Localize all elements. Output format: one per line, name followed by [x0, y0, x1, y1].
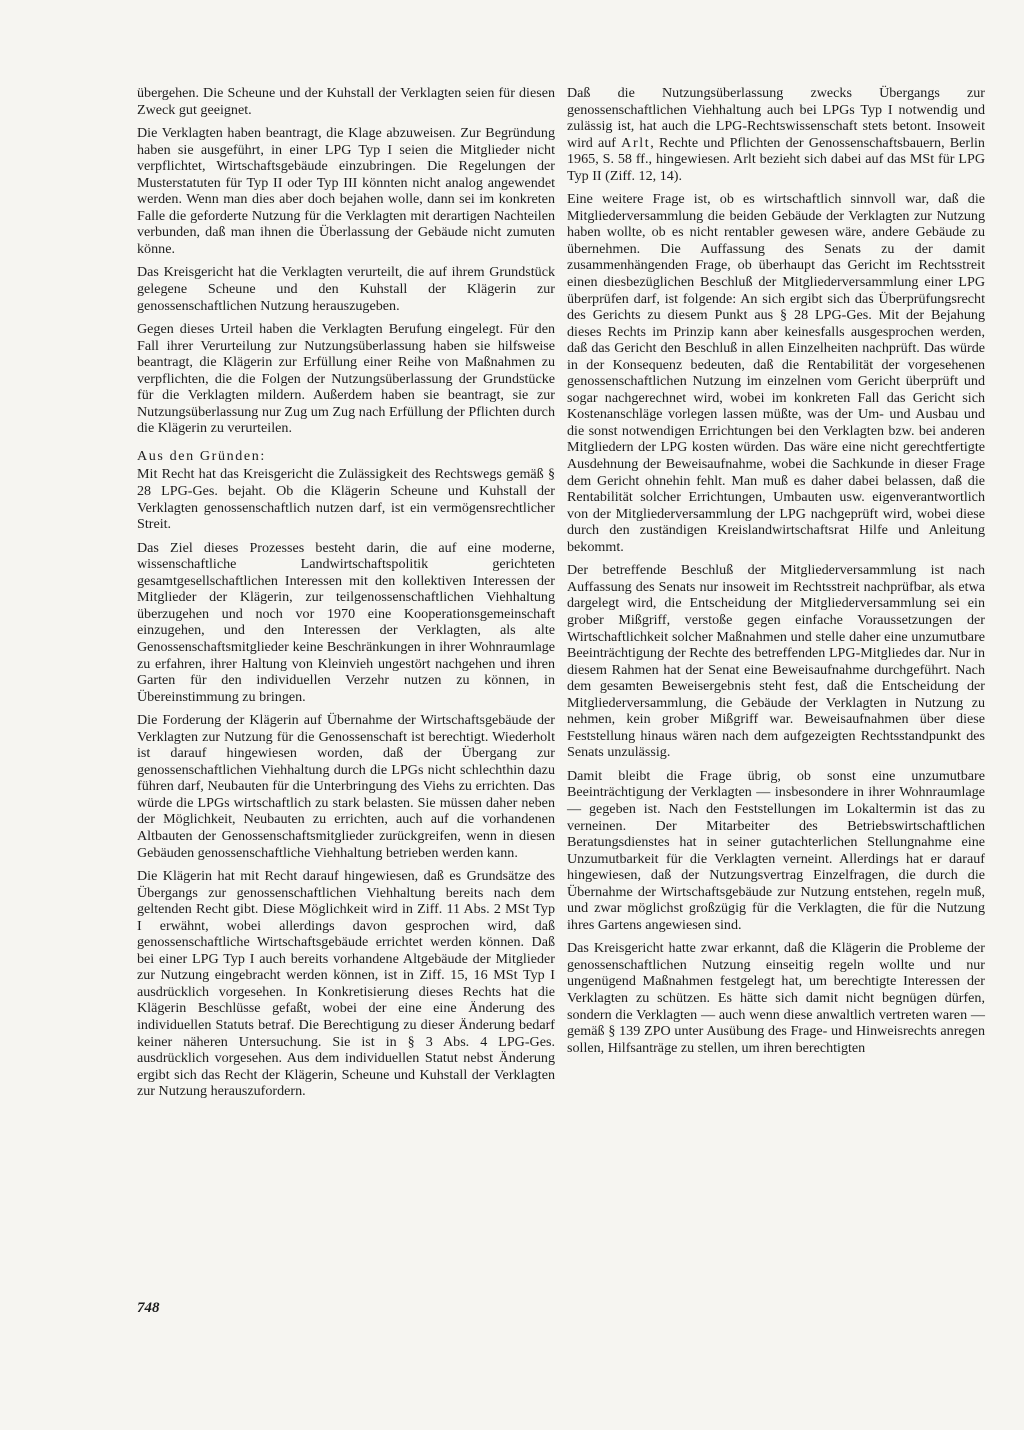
page-number: 748 [137, 1300, 160, 1316]
paragraph: Eine weitere Frage ist, ob es wirtschaftlich sinnvoll war, daß die Mitgliederversammlung die beiden Gebäude der Verklagten zur Nutzung haben wollte, ob es nicht rentabler gewesen wäre, andere Gebäude zu übernehmen. Die Auffassung des Senats zu der damit zusammenhängenden Frage, ob überhaupt das Gericht im Rechtsstreit einen diesbezüglichen Beschluß der Mitgliederversammlung einer LPG überprüfen darf, ist folgende: An sich ergibt sich das Überprüfungsrecht des Gerichts zu diesem Punkt aus § 28 LPG-Ges. Mit der Bejahung dieses Rechts im Prinzip kann aber keinesfalls ausgesprochen werden, daß das Gericht den Beschluß in allen Einzelheiten nachprüft. Das würde in der Konsequenz bedeuten, daß die Rentabilität der vorgesehenen genossenschaftlichen Nutzung im einzelnen vom Gericht überprüft und sogar nachgerechnet wird, wobei im konkreten Fall das Gericht sich Kostenanschläge vorlegen lassen müßte, was der Um- und Ausbau und die sonst notwendigen Errichtungen bei den Verklagten bzw. bei anderen Mitgliedern der LPG kosten würden. Das wäre eine nicht gerechtfertigte Ausdehnung der Beweisaufnahme, wobei die Sachkunde in dieser Frage dem Gericht ohnehin fehlt. Man muß es daher dabei belassen, daß die Rentabilität solcher Errichtungen, Umbauten usw. eigenverantwortlich von der Mitgliederversammlung der LPG nachgeprüft wird, wobei diese durch den zuständigen Kreislandwirtschaftsrat Hilfe und Anleitung bekommt. [567, 191, 985, 555]
author-name: Arlt [621, 134, 651, 151]
paragraph: Das Ziel dieses Prozesses besteht darin, die auf eine moderne, wissenschaftliche Landwirtschaftspolitik gerichteten gesamtgesellschaftlichen Interessen mit den kollektiven Interessen der Mitglieder der Klägerin, zur teilgenossenschaftlichen Viehhaltung überzugehen und noch vor 1970 eine Kooperationsgemeinschaft einzugehen, und den Interessen der Verklagten, als alte Genossenschaftsmitglieder keine Beschränkungen in ihrer Wohnraumlage zu erfahren, ihrer Haltung von Kleinvieh ungestört nachgehen und ihren Garten für den individuellen Verzehr nutzen zu können, in Übereinstimmung zu bringen. [137, 539, 555, 705]
paragraph: Der betreffende Beschluß der Mitgliederversammlung ist nach Auffassung des Senats nur insoweit im Rechtsstreit nachprüfbar, als etwa dargelegt wird, die Entscheidung der Mitgliederversammlung sei ein grober Mißgriff, verstoße gegen einfache Voraussetzungen der Wirtschaftlichkeit solcher Maßnahmen und stelle daher eine unzumutbare Beeinträchtigung der Rechte des betreffenden LPG-Mitgliedes dar. Nur in diesem Rahmen hat der Senat eine Beweisaufnahme durchgeführt. Nach dem gesamten Beweisergebnis steht fest, daß die Entscheidung der Mitgliederversammlung, die Gebäude der Verklagten in Nutzung zu nehmen, kein grober Mißgriff war. Beweisaufnahmen über diese Feststellung hinaus wären nach dem aufgezeigten Rechtsstandpunkt des Senats unzulässig. [567, 562, 985, 761]
paragraph [567, 85, 985, 184]
paragraph: Mit Recht hat das Kreisgericht die Zulässigkeit des Rechtswegs gemäß § 28 LPG-Ges. bejaht. Ob die Klägerin Scheune und Kuhstall der Verklagten genossenschaftlich nutzen darf, ist ein vermögensrechtlicher Streit. [137, 466, 555, 533]
paragraph: übergehen. Die Scheune und der Kuhstall der Verklagten seien für diesen Zweck gut geeignet. [137, 85, 555, 118]
paragraph: Das Kreisgericht hatte zwar erkannt, daß die Klägerin die Probleme der genossenschaftlichen Nutzung einseitig regeln wollte und nur ungenügend Maßnahmen festgelegt hat, um berechtigte Interessen der Verklagten zu schützen. Es hätte sich damit nicht begnügen dürfen, sondern die Verklagten — auch wenn diese anwaltlich vertreten waren — gemäß § 139 ZPO unter Ausübung des Frage- und Hinweisrechts anregen sollen, Hilfsanträge zu stellen, um ihren berechtigten [567, 940, 985, 1056]
paragraph: Gegen dieses Urteil haben die Verklagten Berufung eingelegt. Für den Fall ihrer Verurteilung zur Nutzungsüberlassung haben sie hilfsweise beantragt, die Klägerin zur Erfüllung einer Reihe von Maßnahmen zu verpflichten, die die Folgen der Nutzungsüberlassung der Grundstücke für die Verklagten mildern. Außerdem haben sie beantragt, sie zur Nutzungsüberlassung nur Zug um Zug nach Erfüllung der Pflichten durch die Klägerin zu verurteilen. [137, 321, 555, 437]
paragraph-text: Daß die Nutzungsüberlassung zwecks Übergangs zur genossenschaftlichen Viehhaltung auch bei LPGs Typ I notwendig und zulässig ist, hat auch die LPG-Rechtswissenschaft stets betont. Insoweit wird auf [567, 85, 985, 151]
paragraph: Damit bleibt die Frage übrig, ob sonst eine unzumutbare Beeinträchtigung der Verklagten — insbesondere in ihrer Wohnraumlage — gegeben ist. Nach den Feststellungen im Lokaltermin ist das zu verneinen. Der Mitarbeiter des Betriebswirtschaftlichen Beratungsdienstes hat in seiner gutachterlichen Stellungnahme eine Unzumutbarkeit für die Verklagten verneint. Allerdings hat er darauf hingewiesen, daß der Nutzungsvertrag Einzelfragen, die durch die Übernahme der Wirtschaftsgebäude zur Nutzung entstehen, regeln muß, und zwar möglichst großzügig für die Verklagten, die für die Nutzung ihres Gartens angewiesen sind. [567, 767, 985, 933]
paragraph-text: , Rechte und Pflichten der Genossenschaftsbauern, Berlin 1965, S. 58 ff., hingewiesen. Arlt bezieht sich dabei auf das MSt für LPG Typ II (Ziff. 12, 14). [567, 134, 985, 184]
left-column [137, 85, 555, 1107]
paragraph: Das Kreisgericht hat die Verklagten verurteilt, die auf ihrem Grundstück gelegene Scheune und den Kuhstall der Klägerin zur genossenschaftlichen Nutzung herauszugeben. [137, 264, 555, 314]
paragraph: Die Klägerin hat mit Recht darauf hingewiesen, daß es Grundsätze des Übergangs zur genossenschaftlichen Viehhaltung bereits nach dem geltenden Recht gibt. Diese Möglichkeit wird in Ziff. 11 Abs. 2 MSt Typ I erwähnt, wobei allerdings davon gesprochen wird, daß genossenschaftliche Wirtschaftsgebäude errichtet werden können. Daß bei einer LPG Typ I auch bereits vorhandene Altgebäude der Mitglieder zur Nutzung eingebracht werden können, ist in Ziff. 15, 16 MSt Typ I ausdrücklich vorgesehen. In Konkretisierung dieses Rechts hat die Klägerin Beschlüsse gefaßt, wobei der eine eine Änderung des individuellen Statuts betraf. Die Berechtigung zu dieser Änderung bedarf keiner näheren Untersuchung. Sie ist in § 3 Abs. 4 LPG-Ges. ausdrücklich vorgesehen. Aus dem individuellen Statut nebst Änderung ergibt sich das Recht der Klägerin, Scheune und Kuhstall der Verklagten zur Nutzung herauszufordern. [137, 868, 555, 1100]
paragraph: Die Verklagten haben beantragt, die Klage abzuweisen. Zur Begründung haben sie ausgeführt, in einer LPG Typ I seien die Mitglieder nicht verpflichtet, Wirtschaftsgebäude einzubringen. Die Regelungen der Musterstatuten für Typ II oder Typ III könnten nicht analog angewendet werden. Wenn man dies aber doch bejahen wolle, dann sei im konkreten Falle die geforderte Nutzung für die Verklagten mit derartigen Nachteilen verbunden, daß man ihnen die Überlassung der Gebäude nicht zumuten könne. [137, 125, 555, 257]
section-heading: Aus den Gründen: [137, 447, 266, 464]
paragraph: Die Forderung der Klägerin auf Übernahme der Wirtschaftsgebäude der Verklagten zur Nutzung für die Genossenschaft ist berechtigt. Wiederholt ist darauf hingewiesen worden, daß der Übergang zur genossenschaftlichen Viehhaltung durch die LPGs nicht schlechthin dazu führen darf, Neubauten für die Unterbringung des Viehs zu errichten. Das würde die LPGs wirtschaftlich zu stark belasten. Sie müssen daher neben der Möglichkeit, Neubauten zu errichten, auch auf die vorhandenen Altbauten der Genossenschaftsmitglieder zurückgreifen, wenn in diesen Gebäuden genossenschaftliche Viehhaltung betrieben werden kann. [137, 712, 555, 861]
right-column [567, 85, 985, 1063]
